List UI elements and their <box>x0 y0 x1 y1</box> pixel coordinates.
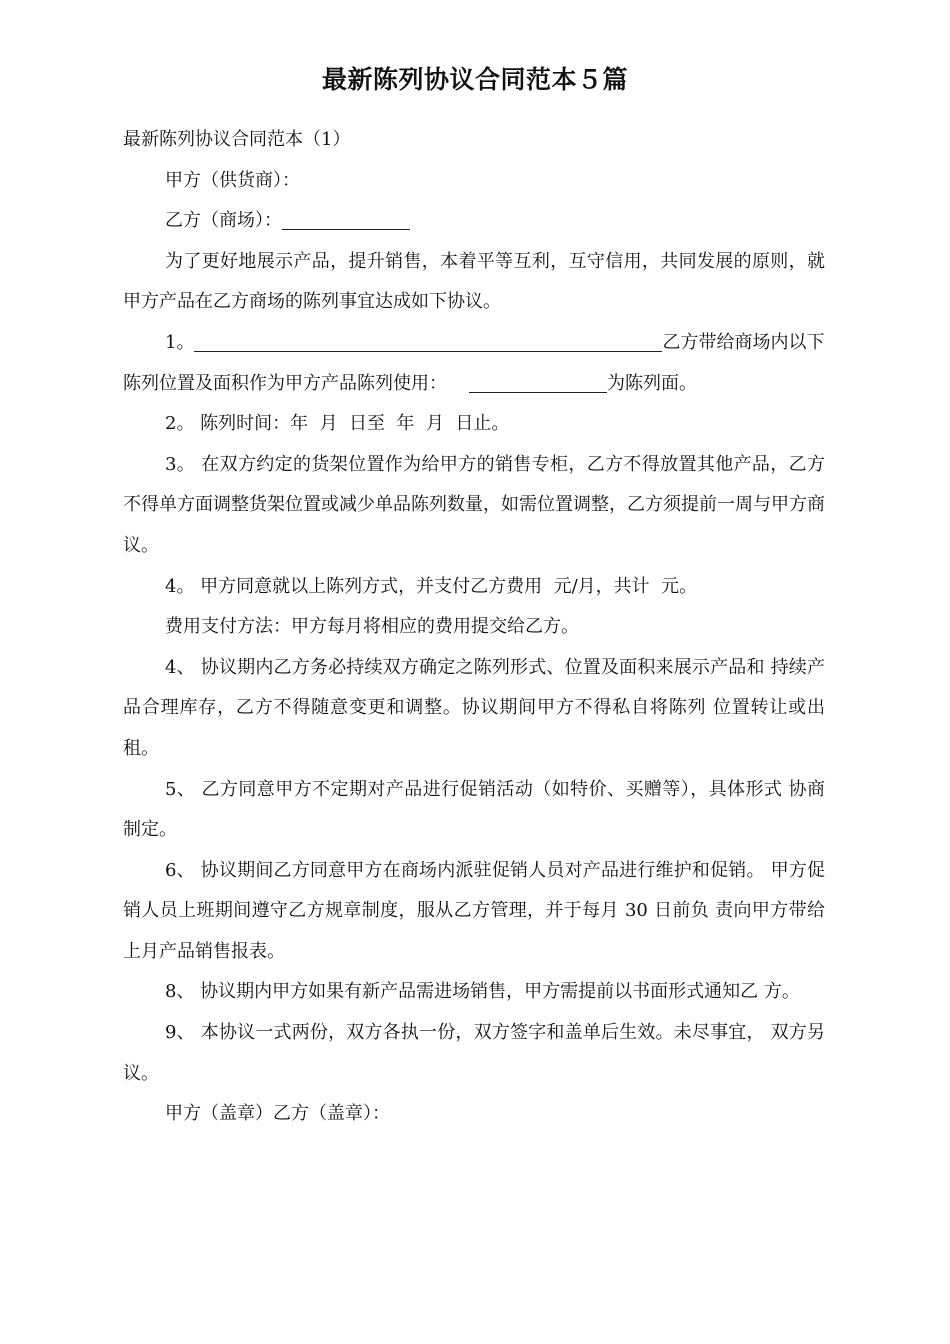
clause-9: 9、 本协议一式两份，双方各执一份，双方签字和盖单后生效。未尽事宜， 双方另议。 <box>123 1022 825 1084</box>
clause-2: 2。 陈列时间：年 月 日至 年 月 日止。 <box>165 413 510 435</box>
party-b-line <box>123 201 825 242</box>
party-a-line: 甲方（供货商）： <box>165 169 300 191</box>
party-b-label: 乙方（商场）： <box>165 210 282 232</box>
clause-6: 6、 协议期间乙方同意甲方在商场内派驻促销人员对产品进行维护和促销。 甲方促销人员上班期间遵守乙方规章制度，服从乙方管理，并于每月 30 日前负 责向甲方带给上月产品销售报表。 <box>123 859 825 962</box>
document-title: 最新陈列协议合同范本５篇 <box>321 65 628 94</box>
clause-1-text: 乙方带给商场内以下陈列位置及面积作为甲方产品陈列使用： <box>123 331 825 394</box>
clause-4b: 4、 协议期内乙方务必持续双方确定之陈列形式、位置及面积来展示产品和 持续产品合理库存，乙方不得随意变更和调整。协议期间甲方不得私自将陈列 位置转让或出租。 <box>123 656 825 759</box>
clause-3: 3。 在双方约定的货架位置作为给甲方的销售专柜，乙方不得放置其他产品，乙方不得单方面调整货架位置或减少单品陈列数量，如需位置调整，乙方须提前一周与甲方商议。 <box>123 453 825 556</box>
document-body <box>123 120 825 1135</box>
clause-1-number: 1。 <box>165 331 195 353</box>
party-b-blank <box>282 207 410 230</box>
clause-1 <box>123 323 825 404</box>
clause-5: 5、 乙方同意甲方不定期对产品进行促销活动（如特价、买赠等），具体形式 协商制定。 <box>123 778 825 841</box>
clause-8: 8、 协议期内甲方如果有新产品需进场销售，甲方需提前以书面形式通知乙 方。 <box>165 981 800 1003</box>
intro-paragraph: 为了更好地展示产品，提升销售，本着平等互利，互守信用，共同发展的原则，就甲方产品在乙方商场的陈列事宜达成如下协议。 <box>123 250 825 313</box>
subtitle: 最新陈列协议合同范本（1） <box>123 129 351 150</box>
signature-line: 甲方（盖章）乙方（盖章）： <box>165 1103 390 1125</box>
payment-method: 费用支付方法：甲方每月将相应的费用提交给乙方。 <box>165 616 579 638</box>
clause-4: 4。 甲方同意就以上陈列方式，并支付乙方费用 元/月，共计 元。 <box>165 575 698 597</box>
clause-1-blank-location <box>194 329 662 352</box>
clause-1-blank-area <box>469 370 607 393</box>
clause-1-suffix: 为陈列面。 <box>607 372 697 394</box>
